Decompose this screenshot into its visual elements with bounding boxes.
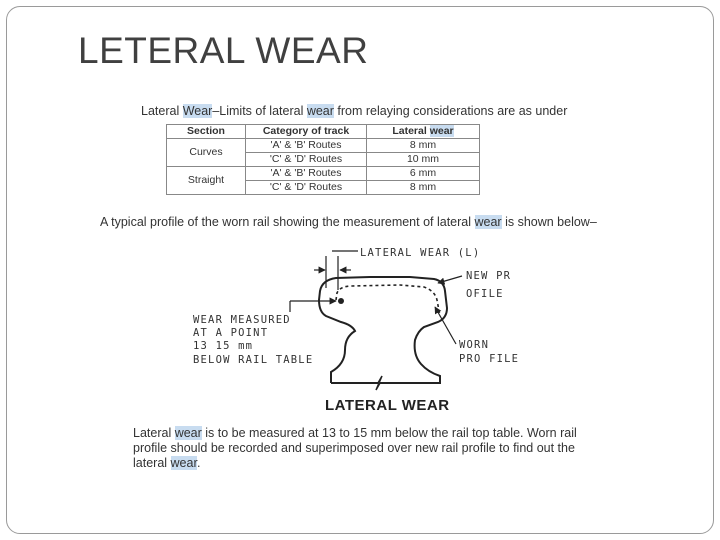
profile-caption-suffix: is shown below–: [501, 215, 597, 229]
intro-prefix: Lateral: [141, 104, 183, 118]
label-measured-line3: 13 15 mm: [193, 340, 254, 352]
note-paragraph: [133, 426, 603, 471]
note-line1-suffix: is to be measured at 13 to 15 mm below the rail top table. Worn rail: [201, 426, 577, 440]
cell-category: 'C' & 'D' Routes: [246, 181, 367, 195]
label-new-profile-line1: NEW PR: [466, 270, 512, 282]
cell-wear: 8 mm: [367, 181, 480, 195]
note-line1-prefix: Lateral: [133, 426, 175, 440]
profile-caption-prefix: A typical profile of the worn rail showing the measurement of lateral: [100, 215, 475, 229]
label-measured-line1: WEAR MEASURED: [193, 314, 291, 326]
note-line-1: [133, 426, 603, 441]
cell-category: 'C' & 'D' Routes: [246, 153, 367, 167]
header-category: Category of track: [246, 125, 367, 139]
header-wear-highlight: wear: [429, 125, 454, 137]
header-section: Section: [167, 125, 246, 139]
cell-section: Straight: [167, 167, 246, 195]
cell-wear: 8 mm: [367, 139, 480, 153]
new-rail-profile: [319, 277, 447, 384]
cell-wear: 6 mm: [367, 167, 480, 181]
worn-rail-profile: [336, 285, 440, 316]
diagram-title: LATERAL WEAR: [325, 397, 450, 414]
cell-wear: 10 mm: [367, 153, 480, 167]
cell-category: 'A' & 'B' Routes: [246, 167, 367, 181]
note-line3-highlight: wear: [170, 456, 197, 470]
intro-highlight-2: wear: [306, 104, 334, 118]
note-line-2: profile should be recorded and superimposed over new rail profile to find out the: [133, 441, 575, 455]
intro-middle: –Limits of lateral: [212, 104, 307, 118]
label-worn-line1: WORN: [459, 339, 490, 351]
header-wear-prefix: Lateral: [392, 125, 430, 137]
slide-title: LETERAL WEAR: [78, 30, 369, 71]
label-measured-line4: BELOW RAIL TABLE: [193, 354, 314, 366]
cell-category: 'A' & 'B' Routes: [246, 139, 367, 153]
intro-suffix: from relaying considerations are as under: [333, 104, 568, 118]
intro-highlight: Wear: [182, 104, 213, 118]
measurement-point-dot: [338, 298, 344, 304]
label-measured-line2: AT A POINT: [193, 327, 269, 339]
note-line1-highlight: wear: [174, 426, 202, 440]
label-new-profile-line2: OFILE: [466, 288, 504, 300]
profile-caption-highlight: wear: [474, 215, 502, 229]
note-line-3: [133, 456, 603, 471]
note-line3-prefix: lateral: [133, 456, 171, 470]
label-worn-line2: PRO FILE: [459, 353, 520, 365]
note-line3-suffix: .: [196, 456, 201, 470]
cell-section: Curves: [167, 139, 246, 167]
new-profile-leader: [438, 276, 462, 283]
label-lateral-wear-l: LATERAL WEAR (L): [360, 247, 481, 259]
